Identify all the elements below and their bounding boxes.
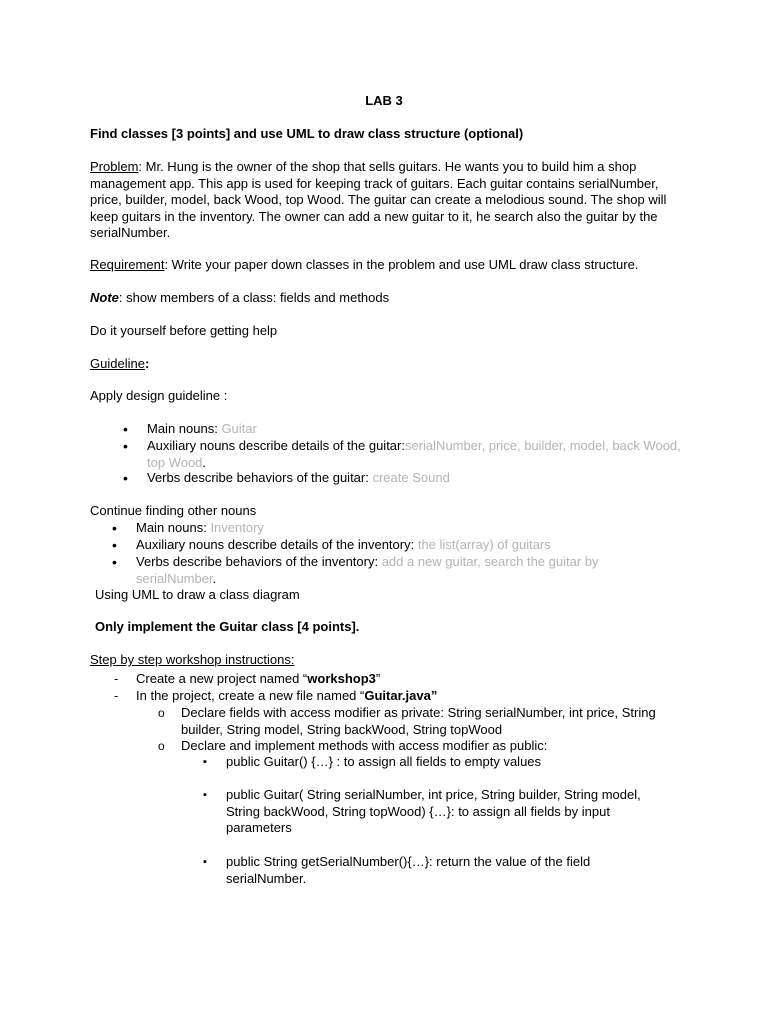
- bullet-icon: •: [123, 438, 128, 454]
- problem-paragraph: [90, 159, 686, 242]
- list-item: Auxiliary nouns describe details of the guitar:serialNumber, price, builder, model, back Wood, top Wood.: [147, 438, 681, 470]
- step-create-file: In the project, create a new file named “Guitar.java”: [136, 688, 438, 703]
- list-item: Auxiliary nouns describe details of the inventory: the list(array) of guitars: [136, 537, 551, 552]
- note-text: : show members of a class: fields and methods: [118, 290, 390, 305]
- guideline-label: Guideline: [90, 356, 145, 371]
- steps-title: Step by step workshop instructions:: [90, 652, 295, 667]
- problem-label: Problem: [90, 159, 139, 174]
- dash-marker: -: [114, 671, 119, 686]
- list-item: Verbs describe behaviors of the inventory: add a new guitar, search the guitar by serialNumber.: [136, 554, 599, 586]
- dash-marker: -: [114, 688, 119, 703]
- continue-finding: Continue finding other nouns: [90, 503, 257, 518]
- list-item: Verbs describe behaviors of the guitar: create Sound: [147, 470, 450, 485]
- method-item: public Guitar( String serialNumber, int price, String builder, String model, String backWood, String topWood) {…}: to assign all fields by input parameters: [226, 787, 641, 835]
- bullet-icon: •: [112, 537, 117, 553]
- bullet-icon: •: [112, 554, 117, 570]
- requirement-text: : Write your paper down classes in the problem and use UML draw class structure.: [164, 257, 639, 272]
- bullet-icon: •: [112, 520, 117, 536]
- guideline-colon: :: [144, 356, 150, 371]
- list-item: Main nouns: Inventory: [136, 520, 264, 535]
- requirement-paragraph: [90, 257, 690, 274]
- lab-title: LAB 3: [365, 93, 403, 108]
- problem-text: : Mr. Hung is the owner of the shop that sells guitars. He wants you to build him a shop management app. This app is used for keeping track of guitars. Each guitar contains serialNumber, price, builder, model, back Wood, top Wood. The guitar can create a melodious sound. The shop will keep guitars in the inventory. The owner can add a new guitar to it, he search also the guitar by the serialNumber.: [90, 159, 667, 240]
- do-it-yourself: Do it yourself before getting help: [90, 323, 278, 338]
- substep-declare-methods: Declare and implement methods with access modifier as public:: [181, 738, 548, 753]
- guideline-heading: [90, 356, 690, 373]
- method-item: public String getSerialNumber(){…}: return the value of the field serialNumber.: [226, 854, 591, 886]
- uml-instruction: Using UML to draw a class diagram: [95, 587, 300, 602]
- square-marker: ▪: [203, 789, 207, 801]
- list-item: Main nouns: Guitar: [147, 421, 257, 436]
- circle-marker: o: [158, 739, 165, 753]
- step-create-project: Create a new project named “workshop3”: [136, 671, 381, 686]
- square-marker: ▪: [203, 756, 207, 768]
- square-marker: ▪: [203, 856, 207, 868]
- note-paragraph: [90, 290, 690, 307]
- substep-declare-fields: Declare fields with access modifier as private: String serialNumber, int price, String builder, String model, String backWood, String topWood: [181, 705, 656, 737]
- apply-guideline: Apply design guideline :: [90, 388, 228, 403]
- method-item: public Guitar() {…} : to assign all fields to empty values: [226, 754, 542, 769]
- circle-marker: o: [158, 706, 165, 720]
- section-heading: Find classes [3 points] and use UML to draw class structure (optional): [90, 126, 524, 141]
- requirement-label: Requirement: [90, 257, 165, 272]
- bullet-icon: •: [123, 470, 128, 486]
- only-implement-heading: Only implement the Guitar class [4 points].: [95, 619, 360, 634]
- bullet-icon: •: [123, 421, 128, 437]
- note-label: Note: [90, 290, 119, 305]
